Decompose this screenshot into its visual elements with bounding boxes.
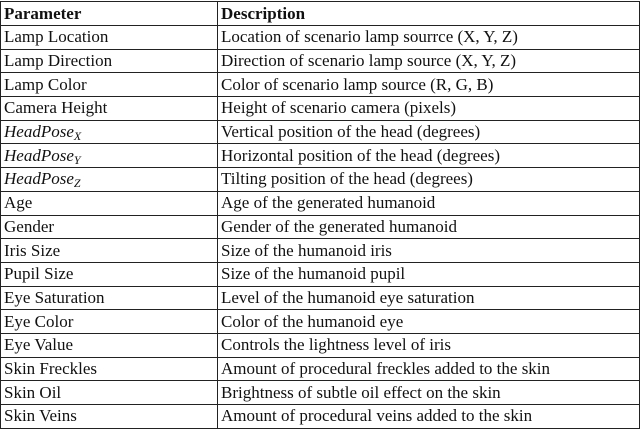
parameter-cell: Pupil Size	[1, 262, 218, 286]
description-cell: Location of scenario lamp sourrce (X, Y, Z)	[218, 26, 640, 50]
column-header-description: Description	[218, 2, 640, 26]
parameter-cell: Lamp Color	[1, 73, 218, 97]
description-cell: Height of scenario camera (pixels)	[218, 97, 640, 121]
parameter-math-base: HeadPose	[4, 169, 74, 189]
table-body	[1, 26, 640, 429]
description-cell: Size of the humanoid pupil	[218, 262, 640, 286]
description-cell: Level of the humanoid eye saturation	[218, 286, 640, 310]
parameter-math-name	[4, 122, 82, 144]
parameter-cell: Skin Veins	[1, 405, 218, 429]
parameter-math-subscript: Z	[73, 176, 81, 191]
description-cell: Size of the humanoid iris	[218, 239, 640, 263]
parameter-cell: Gender	[1, 215, 218, 239]
description-cell: Brightness of subtle oil effect on the skin	[218, 381, 640, 405]
description-cell: Controls the lightness level of iris	[218, 333, 640, 357]
parameter-math-subscript: X	[73, 129, 82, 144]
column-header-parameter: Parameter	[1, 2, 218, 26]
table-row	[1, 239, 640, 263]
parameter-math-subscript: Y	[73, 152, 81, 167]
parameter-cell: Skin Oil	[1, 381, 218, 405]
parameter-math-base: HeadPose	[4, 122, 74, 142]
parameter-cell: Lamp Direction	[1, 49, 218, 73]
table-row	[1, 286, 640, 310]
parameter-cell: Eye Color	[1, 310, 218, 334]
table-row	[1, 215, 640, 239]
table-row	[1, 310, 640, 334]
description-cell: Amount of procedural veins added to the skin	[218, 405, 640, 429]
table-row	[1, 357, 640, 381]
description-cell: Direction of scenario lamp source (X, Y, Z)	[218, 49, 640, 73]
table-header-row	[1, 2, 640, 26]
parameter-math-name	[4, 146, 81, 165]
parameter-cell	[1, 144, 218, 168]
parameter-cell	[1, 168, 218, 192]
description-cell: Age of the generated humanoid	[218, 191, 640, 215]
parameter-cell: Camera Height	[1, 97, 218, 121]
parameter-cell: Lamp Location	[1, 26, 218, 50]
parameter-cell	[1, 120, 218, 144]
table-row	[1, 120, 640, 144]
description-cell: Color of the humanoid eye	[218, 310, 640, 334]
parameter-table	[0, 1, 640, 429]
table-row	[1, 381, 640, 405]
parameter-cell: Eye Saturation	[1, 286, 218, 310]
description-cell: Horizontal position of the head (degrees)	[218, 144, 640, 168]
description-cell: Tilting position of the head (degrees)	[218, 168, 640, 192]
table-row	[1, 333, 640, 357]
parameter-math-base: HeadPose	[4, 145, 74, 165]
parameter-cell: Eye Value	[1, 333, 218, 357]
parameter-cell: Skin Freckles	[1, 357, 218, 381]
description-cell: Gender of the generated humanoid	[218, 215, 640, 239]
table-row	[1, 73, 640, 97]
parameter-math-name	[4, 169, 81, 191]
description-cell: Color of scenario lamp source (R, G, B)	[218, 73, 640, 97]
table-row	[1, 97, 640, 121]
table-row	[1, 49, 640, 73]
description-cell: Vertical position of the head (degrees)	[218, 120, 640, 144]
parameter-cell: Iris Size	[1, 239, 218, 263]
table-row	[1, 144, 640, 168]
table-row	[1, 405, 640, 429]
parameter-cell: Age	[1, 191, 218, 215]
table-row	[1, 262, 640, 286]
description-cell: Amount of procedural freckles added to the skin	[218, 357, 640, 381]
table-row	[1, 168, 640, 192]
table-row	[1, 26, 640, 50]
table-row	[1, 191, 640, 215]
